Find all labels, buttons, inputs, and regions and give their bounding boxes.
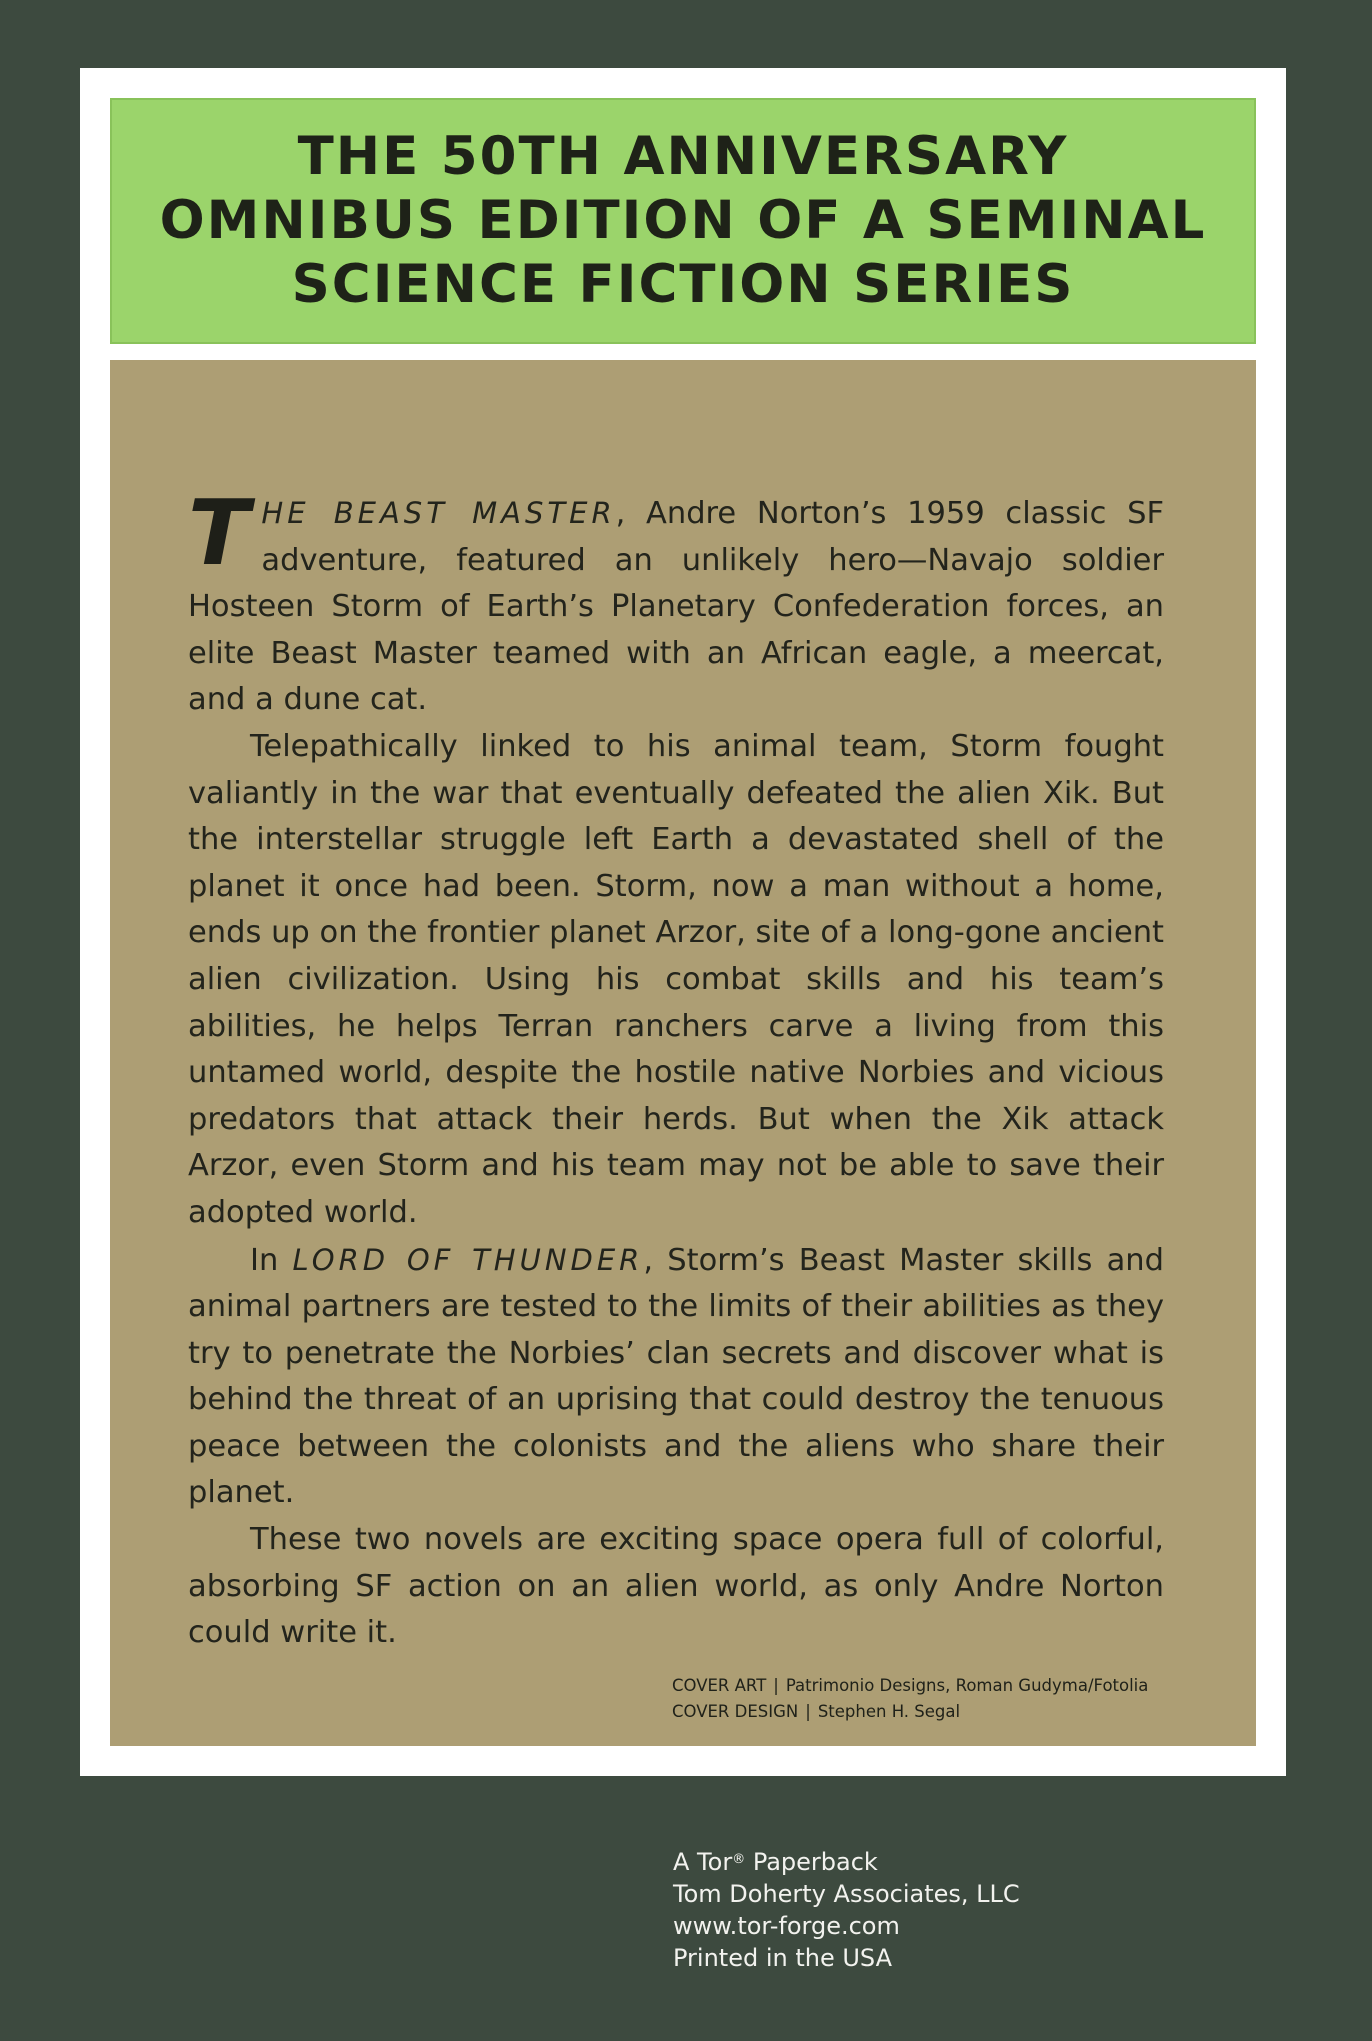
cover-frame (80, 68, 1286, 1776)
paragraph-3 (188, 1237, 1164, 1518)
book-title-beast-master: HE BEAST MASTER (261, 496, 616, 530)
credit-separator: | (805, 1702, 811, 1721)
publisher-imprint: A Tor (673, 1848, 733, 1876)
registered-mark: ® (732, 1852, 746, 1867)
credit-separator: | (773, 1676, 779, 1695)
headline-line-2: OMNIBUS EDITION OF A SEMINAL (159, 190, 1207, 251)
credit-label: COVER ART (672, 1676, 767, 1695)
publisher-line-4: Printed in the USA (673, 1944, 893, 1972)
paragraph-3-text: , Storm’s Beast Master skills and animal partners are tested to the limits of their abilities as they try to penetrate the Norbies’ clan secrets and discover what is behind the threat of an uprising that could destroy the tenuous peace between the colonists and the aliens who share their planet. (188, 1242, 1164, 1511)
drop-cap: T (188, 481, 250, 586)
headline-banner (110, 98, 1256, 344)
credit-cover-art (672, 1673, 1148, 1699)
paragraph-2: Telepathically linked to his animal team, Storm fought valiantly in the war that eventually defeated the alien Xik. But the interstellar struggle left Earth a devastated shell of the planet it once had been. Storm, now a man without a home, ends up on the frontier planet Arzor, site of a long-gone ancient alien civilization. Using his combat skills and his team’s abilities, he helps Terran ranchers carve a living from this untamed world, despite the hostile native Norbies and vicious predators that attack their herds. But when the Xik attack Arzor, even Storm and his team may not be able to save their adopted world. (188, 728, 1164, 1230)
book-title-lord-of-thunder: LORD OF THUNDER (292, 1242, 644, 1277)
credit-cover-design (672, 1699, 1148, 1725)
publisher-line-2: Tom Doherty Associates, LLC (673, 1880, 1020, 1908)
credit-label: COVER DESIGN (672, 1702, 799, 1721)
paragraph-4: These two novels are exciting space opera full of colorful, absorbing SF action on an alien world, as only Andre Norton could write it. (188, 1522, 1164, 1651)
paragraph-1-text: , Andre Norton’s 1959 classic SF adventure, featured an unlikely hero—Navajo soldier Hosteen Storm of Earth’s Planetary Confederation forces, an elite Beast Master teamed with an African eagle, a meercat, and a dune cat. (188, 496, 1164, 718)
credit-value: Stephen H. Segal (817, 1702, 961, 1721)
description-panel (110, 360, 1256, 1746)
publisher-line-1 (673, 1846, 1020, 1878)
headline-line-3: SCIENCE FICTION SERIES (291, 254, 1075, 315)
publisher-info (673, 1846, 1020, 1974)
publisher-format: Paperback (745, 1848, 878, 1876)
headline-line-1: THE 50TH ANNIVERSARY (297, 126, 1069, 187)
paragraph-1 (188, 481, 1164, 724)
cover-credits (672, 1673, 1148, 1725)
description-text (188, 481, 1164, 1657)
credit-value: Patrimonio Designs, Roman Gudyma/Fotolia (785, 1676, 1149, 1695)
paragraph-3-lead: In (250, 1242, 293, 1278)
publisher-website: www.tor-forge.com (673, 1912, 900, 1940)
